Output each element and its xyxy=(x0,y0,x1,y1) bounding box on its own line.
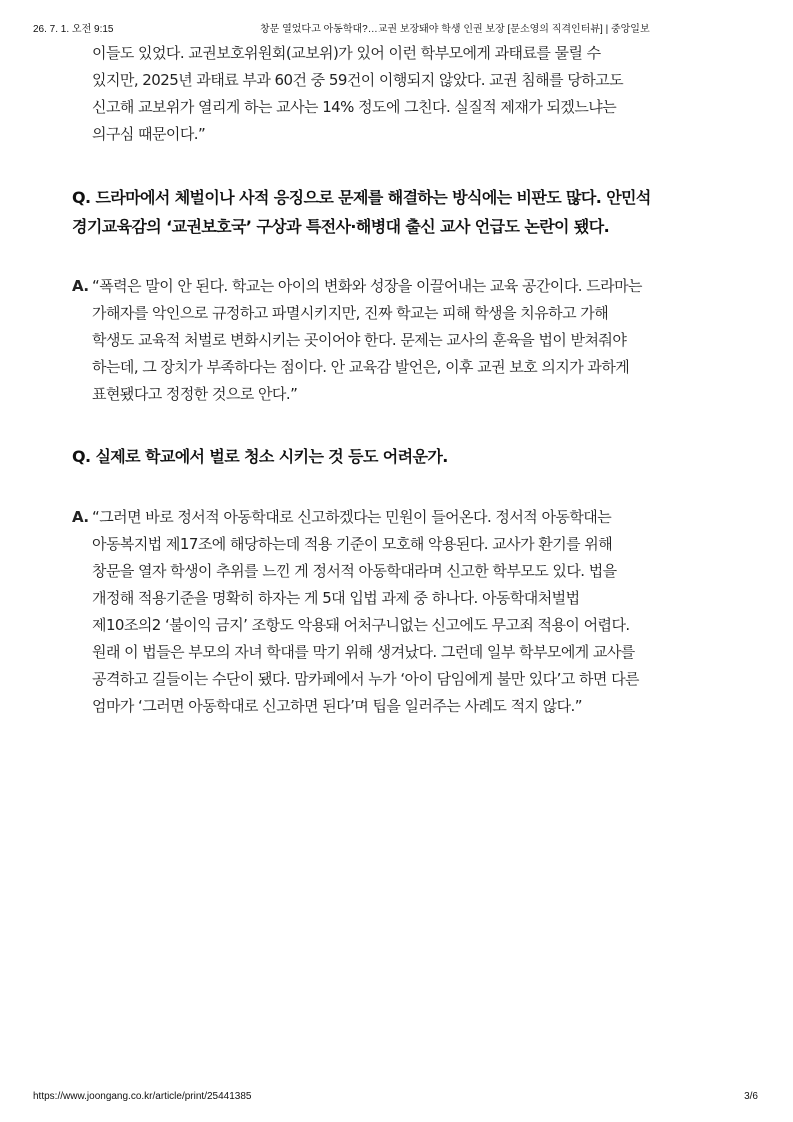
question-heading xyxy=(72,183,722,241)
question-heading xyxy=(72,442,722,471)
text-line: 신고해 교보위가 열리게 하는 교사는 14% 정도에 그친다. 실질적 제재가 되겠느냐는 xyxy=(92,98,617,116)
text-line: 가해자를 악인으로 규정하고 파멸시키지만, 진짜 학교는 피해 학생을 치유하고 가해 xyxy=(92,304,609,322)
text-line: 아동복지법 제17조에 해당하는데 적용 기준이 모호해 악용된다. 교사가 환기를 위해 xyxy=(92,535,613,553)
print-footer xyxy=(33,1091,760,1105)
text-line: 학생도 교육적 처벌로 변화시키는 곳이어야 한다. 문제는 교사의 훈육을 법이 받쳐줘야 xyxy=(92,331,627,349)
text-line: 창문을 열자 학생이 추위를 느낀 게 정서적 아동학대라며 신고한 학부모도 있다. 법을 xyxy=(92,562,617,580)
answer-paragraph xyxy=(72,273,722,408)
answer-marker: A. xyxy=(72,277,89,295)
print-url: https://www.joongang.co.kr/article/print/25441385 xyxy=(33,1091,252,1102)
text-line: “그러면 바로 정서적 아동학대로 신고하겠다는 민원이 들어온다. 정서적 아동학대는 xyxy=(92,508,612,526)
text-line: 개정해 적용기준을 명확히 하자는 게 5대 입법 과제 중 하나다. 아동학대처벌법 xyxy=(92,589,580,607)
answer-marker: A. xyxy=(72,508,89,526)
answer-paragraph xyxy=(72,504,722,720)
text-line: 공격하고 길들이는 수단이 됐다. 맘카페에서 누가 ‘아이 담임에게 불만 있다’고 하면 다른 xyxy=(92,670,639,688)
question-line: Q. 드라마에서 체벌이나 사적 응징으로 문제를 해결하는 방식에는 비판도 많다. 안민석 xyxy=(72,188,651,207)
text-line: 의구심 때문이다.” xyxy=(92,125,206,143)
article-body xyxy=(72,40,722,720)
text-line: “폭력은 말이 안 된다. 학교는 아이의 변화와 성장을 이끌어내는 교육 공간이다. 드라마는 xyxy=(92,277,642,295)
question-line: Q. 실제로 학교에서 벌로 청소 시키는 것 등도 어려운가. xyxy=(72,447,448,466)
page-number: 3/6 xyxy=(744,1091,758,1102)
intro-paragraph xyxy=(72,40,722,148)
text-line: 원래 이 법들은 부모의 자녀 학대를 막기 위해 생겨났다. 그런데 일부 학부모에게 교사를 xyxy=(92,643,635,661)
text-line: 하는데, 그 장치가 부족하다는 점이다. 안 교육감 발언은, 이후 교권 보호 의지가 과하게 xyxy=(92,358,630,376)
text-line: 엄마가 ‘그러면 아동학대로 신고하면 된다’며 팁을 일러주는 사례도 적지 않다.” xyxy=(92,697,582,715)
print-header xyxy=(33,20,760,34)
text-line: 이들도 있었다. 교권보호위원회(교보위)가 있어 이런 학부모에게 과태료를 물릴 수 xyxy=(92,44,601,62)
text-line: 있지만, 2025년 과태료 부과 60건 중 59건이 이행되지 않았다. 교권 침해를 당하고도 xyxy=(92,71,624,89)
print-date: 26. 7. 1. 오전 9:15 xyxy=(33,24,114,35)
question-line: 경기교육감의 ‘교권보호국’ 구상과 특전사·해병대 출신 교사 언급도 논란이 됐다. xyxy=(72,217,610,236)
text-line: 표현됐다고 정정한 것으로 안다.” xyxy=(92,385,298,403)
print-document-title: 창문 열었다고 아동학대?…교권 보장돼야 학생 인권 보장 [문소영의 직격인터뷰] | 중앙일보 xyxy=(260,24,650,35)
text-line: 제10조의2 ‘불이익 금지’ 조항도 악용돼 어처구니없는 신고에도 무고죄 적용이 어렵다. xyxy=(92,616,630,634)
